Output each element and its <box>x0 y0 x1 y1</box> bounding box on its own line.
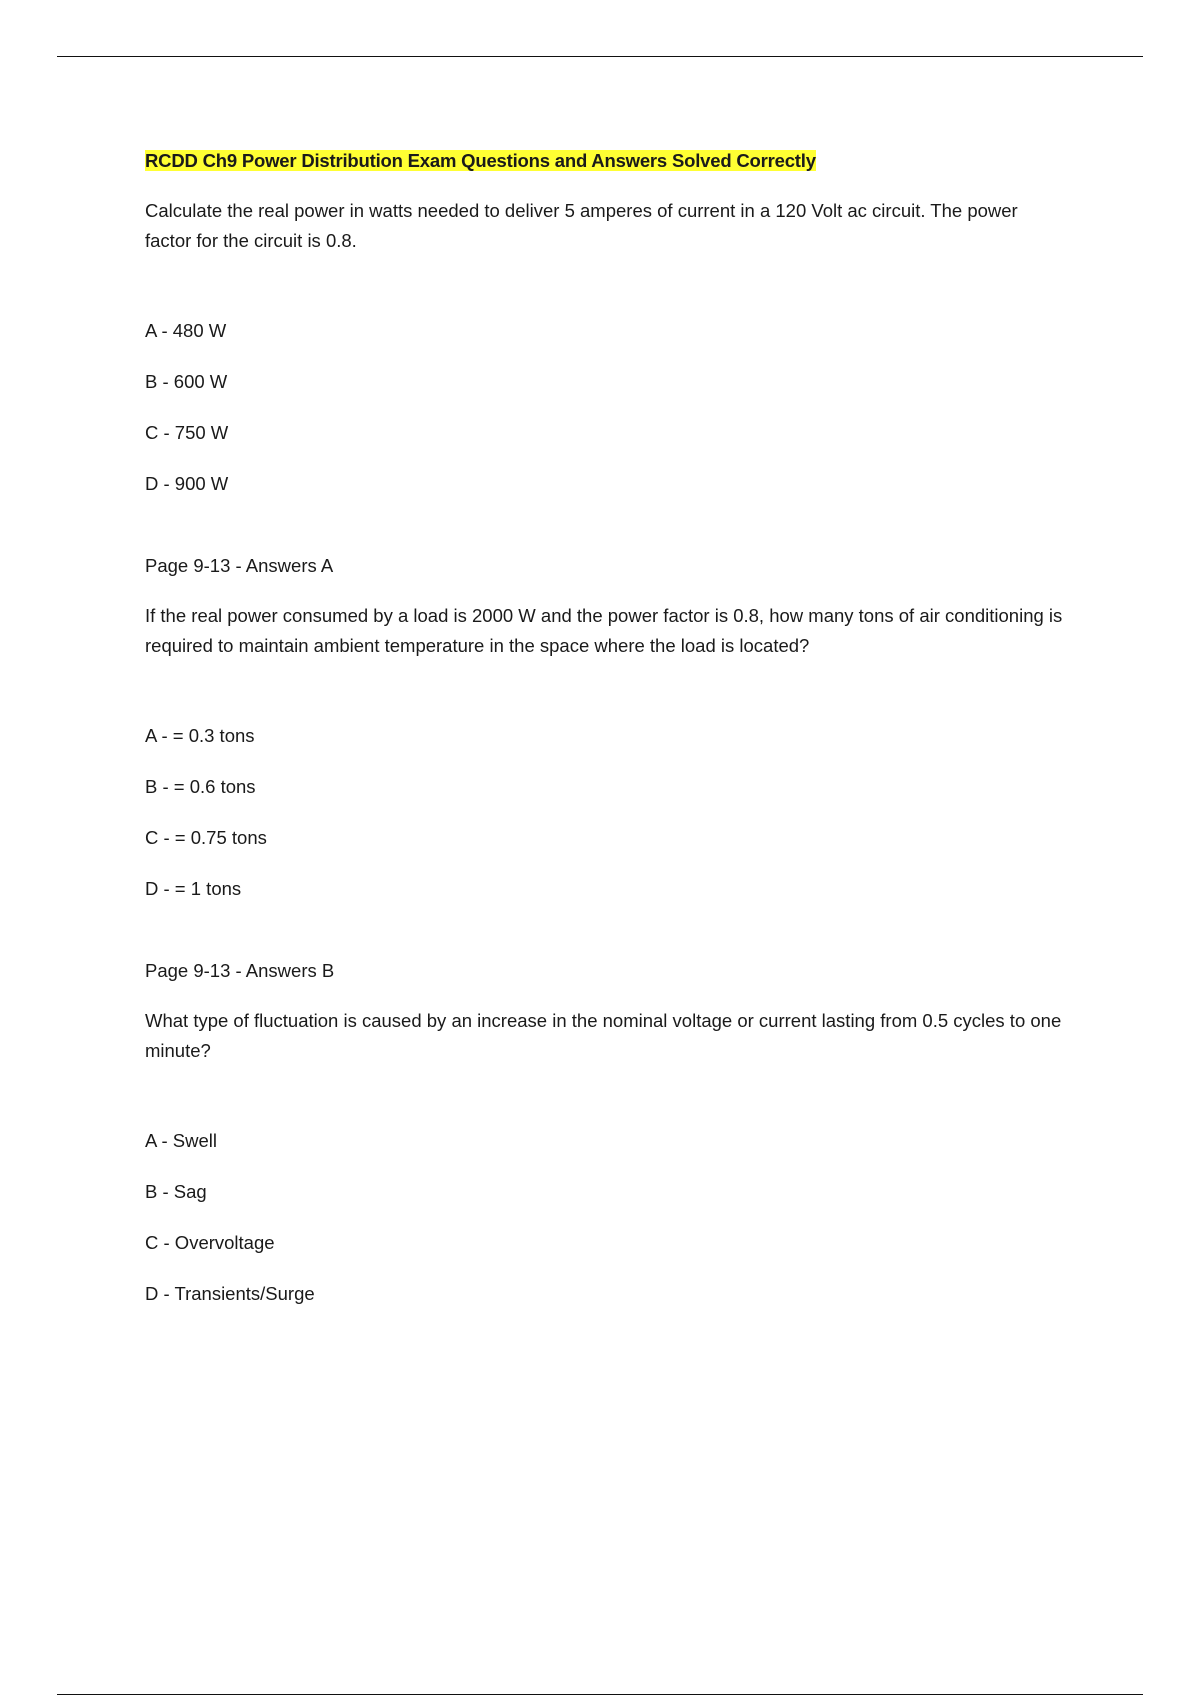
option-d: D - Transients/Surge <box>145 1283 315 1304</box>
option-a: A - = 0.3 tons <box>145 725 255 746</box>
question-text: If the real power consumed by a load is 2000 W and the power factor is 0.8, how many tons of air conditioning is required to maintain ambient temperature in the space where the load is located? <box>145 605 1063 656</box>
question-block <box>145 1006 1065 1309</box>
header-rule <box>57 56 1143 57</box>
option-a: A - Swell <box>145 1130 217 1151</box>
question-block <box>145 196 1065 581</box>
question-text: What type of fluctuation is caused by an increase in the nominal voltage or current lasting from 0.5 cycles to one minute? <box>145 1010 1062 1061</box>
document-body <box>145 146 1065 1330</box>
option-d: D - = 1 tons <box>145 878 242 899</box>
option-list <box>145 1126 1065 1309</box>
document-title: RCDD Ch9 Power Distribution Exam Questions and Answers Solved Correctly <box>145 150 816 171</box>
option-c: C - = 0.75 tons <box>145 827 267 848</box>
option-b: B - Sag <box>145 1181 207 1202</box>
question-text: Calculate the real power in watts needed to deliver 5 amperes of current in a 120 Volt ac circuit. The power factor for the circuit is 0.8. <box>145 200 1018 251</box>
title-line <box>145 146 1065 176</box>
option-c: C - 750 W <box>145 422 229 443</box>
option-b: B - = 0.6 tons <box>145 776 256 797</box>
footer-rule <box>57 1694 1143 1695</box>
answer-text: Page 9-13 - Answers A <box>145 555 334 576</box>
option-a: A - 480 W <box>145 320 227 341</box>
option-c: C - Overvoltage <box>145 1232 275 1253</box>
answer-text: Page 9-13 - Answers B <box>145 960 335 981</box>
option-d: D - 900 W <box>145 473 229 494</box>
question-block <box>145 601 1065 986</box>
option-list <box>145 316 1065 499</box>
option-b: B - 600 W <box>145 371 228 392</box>
option-list <box>145 721 1065 904</box>
